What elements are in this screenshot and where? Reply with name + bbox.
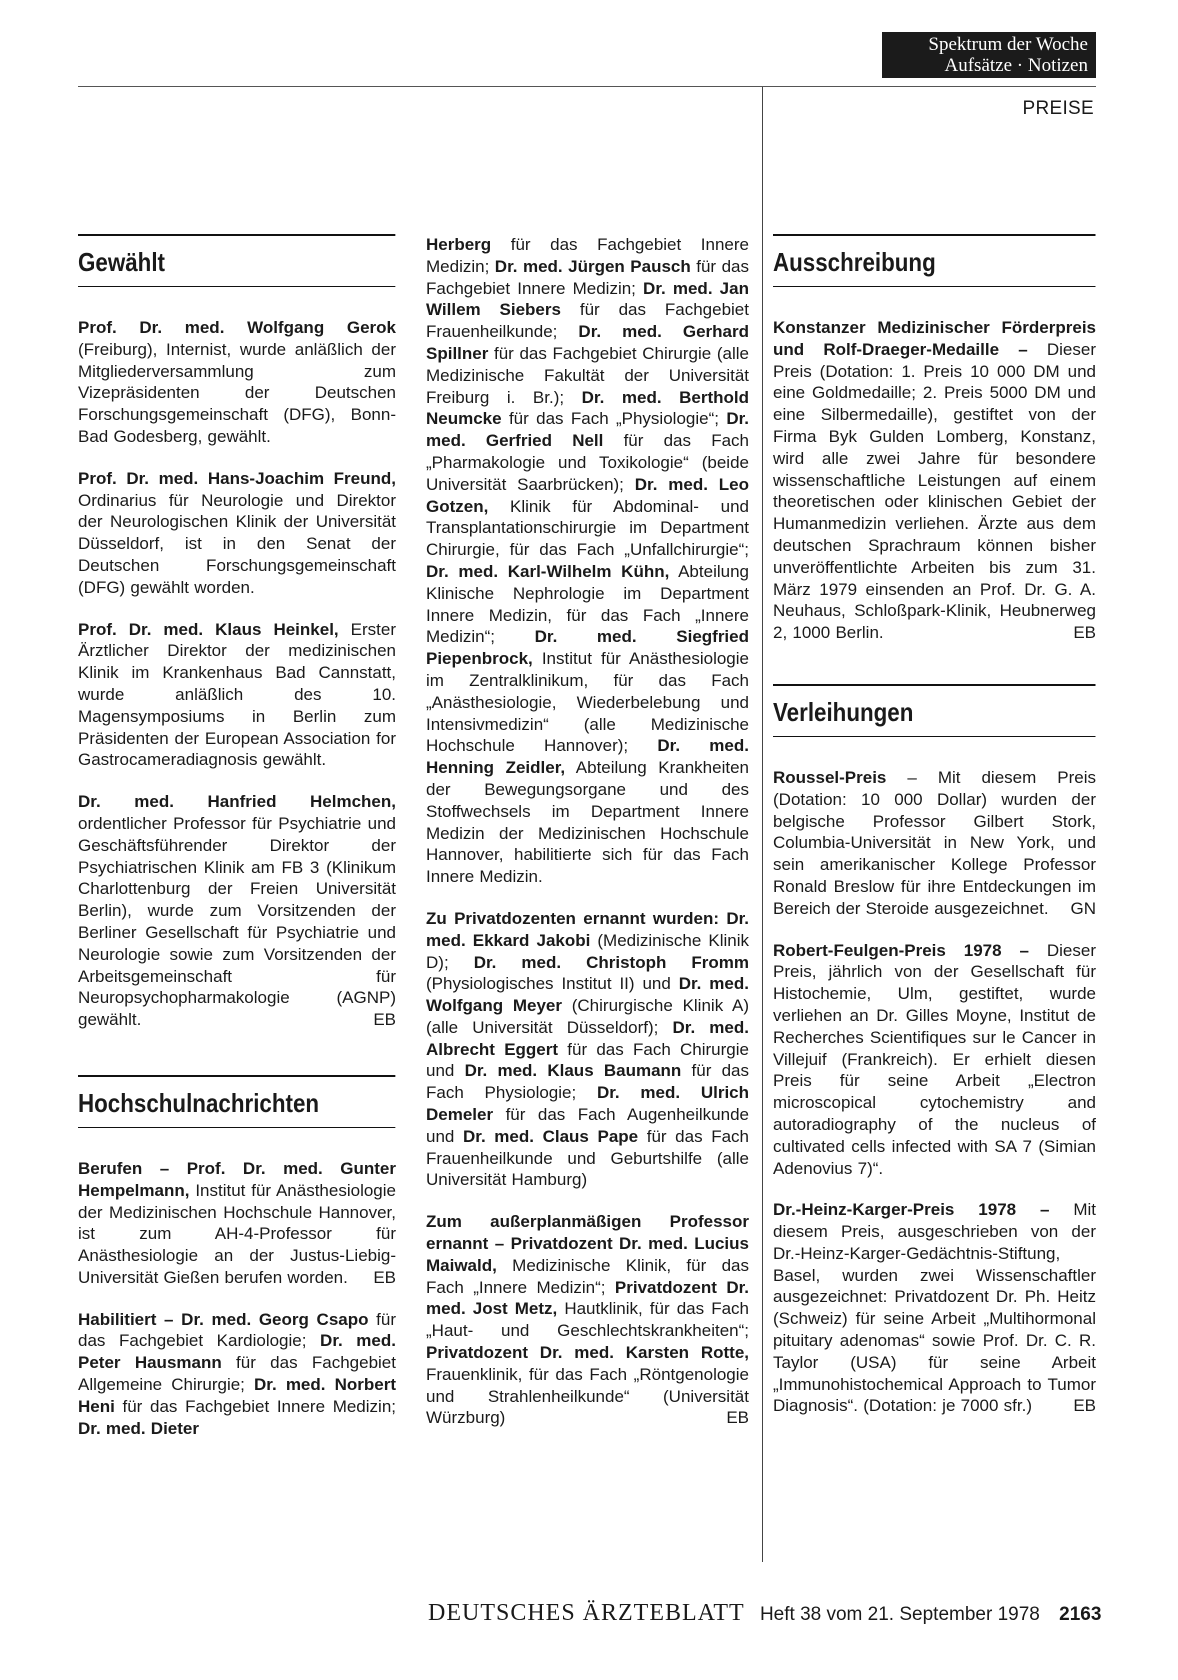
article-karger-preis: Dr.-Heinz-Karger-Preis 1978 – Mit diesem Preis, ausgeschrieben von der Dr.-Heinz-Karger-Gedächtnis-Stiftung, Basel, wurden zwei Wissenschaftler ausgezeichnet: Privatdozent Dr. Ph. Heitz (Schweiz) für seine Arbeit „Multihormonal pituitary adenomas“ sowie Prof. Dr. C. R. Taylor (USA) für seine Arbeit „Immunohistochemical Approach to Tumor Diagnosis“. (Dotation: je 7000 sfr.) EB bbox=[773, 1200, 1097, 1416]
article-feulgen-preis: Robert-Feulgen-Preis 1978 – Dieser Preis, jährlich von der Gesellschaft für Histochemie, Ulm, gestiftet, wurde verliehen an Dr. Gilles Moyne, Institut de Recherches Scientifiques sur le Cancer in Villejuif (Frankreich). Er erhielt diesen Preis für seine Arbeit „Electron microscopical cytochemistry and autoradiography of the nucleus of cultivated cells infected with SA 7 (Simian Adenovius 7)“. bbox=[773, 940, 1096, 1178]
author-signature: EB bbox=[726, 1408, 749, 1428]
column-3 bbox=[773, 234, 1096, 1437]
article-text: Klinik für Abdominal- und Transplantationschirurgie im Department Chirurgie, für das Fach „Unfallchirurgie“; bbox=[426, 496, 749, 560]
heading-ausschreibung: Ausschreibung bbox=[773, 234, 1095, 287]
person-name: Dr. med. Gerfried Nell bbox=[426, 409, 749, 451]
article-heinkel: Prof. Dr. med. Klaus Heinkel, Erster Ärztlicher Direktor der medizinischen Klinik im Krankenhaus Bad Cannstatt, wurde anläßlich des 10. Magensymposiums in Berlin zum Präsidenten der European Association for Gastrocameradiagnosis gewählt. bbox=[78, 619, 396, 770]
person-name: Dr. med. Jan Willem Siebers bbox=[426, 278, 749, 320]
section-label: PREISE bbox=[1022, 98, 1094, 119]
page-footer bbox=[428, 1600, 1102, 1627]
article-text: für das Fachgebiet Frauenheilkunde; bbox=[426, 300, 749, 342]
article-text: (Chirurgische Klinik A) (alle Universität Düsseldorf); bbox=[426, 996, 749, 1037]
column-1 bbox=[78, 234, 396, 1459]
issue-info: Heft 38 vom 21. September 1978 bbox=[759, 1604, 1040, 1625]
heading-gewaehlt: Gewählt bbox=[78, 234, 395, 287]
heading-hochschulnachrichten: Hochschulnachrichten bbox=[78, 1075, 395, 1128]
person-name: Dr. med. Gerhard Spillner bbox=[426, 322, 750, 363]
person-name: Dr. med. Christoph Fromm bbox=[473, 952, 749, 972]
article-apl-professor bbox=[426, 1211, 749, 1429]
article-text: für das Fach Chirurgie und bbox=[426, 1039, 749, 1081]
column-rule bbox=[762, 87, 763, 1562]
article-text: für das Fachgebiet Innere Medizin; bbox=[426, 256, 749, 298]
person-name: Dr. med. Jürgen Pausch bbox=[494, 256, 691, 276]
person-name: Dr. med. Klaus Baumann bbox=[464, 1061, 682, 1081]
article-helmchen: Dr. med. Hanfried Helmchen, ordentlicher Professor für Psychiatrie und Geschäftsführender Direktor der Psychiatrischen Klinik am FB 3 (Klinikum Charlottenburg der Freien Universität Berlin), wurde zum Vorsitzenden der Berliner Gesellschaft für Psychiatrie und Neurologie sowie zum Vorsitzenden der Arbeitsgemeinschaft für Neuropsychopharmakologie (AGNP) gewählt. EB bbox=[78, 792, 396, 1030]
article-text: für das Fach Frauenheilkunde und Geburtshilfe (alle Universität Hamburg) bbox=[426, 1126, 749, 1190]
magazine-title: DEUTSCHES ÄRZTEBLATT bbox=[428, 1600, 745, 1626]
article-text: Medizinische Klinik, für das Fach „Innere Medizin“; bbox=[426, 1255, 749, 1297]
person-name: Privatdozent Dr. med. Karsten Rotte, bbox=[426, 1343, 749, 1363]
article-text: für das Fach „Physiologie“; bbox=[501, 409, 727, 429]
author-signature: EB bbox=[373, 1267, 396, 1287]
article-text: für das Fach Physiologie; bbox=[426, 1061, 749, 1103]
article-text: (Physiologisches Institut II) und bbox=[426, 974, 679, 994]
author-signature: EB bbox=[1073, 623, 1096, 643]
section-badge bbox=[882, 32, 1096, 78]
article-text: Institut für Anästhesiologie im Zentralklinikum, für das Fach „Anästhesiologie, Wiederbelebung und Intensivmedizin“ (alle Medizinische Hochschule Hannover); bbox=[426, 649, 749, 756]
person-name: Dr. med. Karl-Wilhelm Kühn, bbox=[426, 561, 670, 581]
author-signature: GN bbox=[1070, 898, 1096, 918]
person-name: Dr. med. Albrecht Eggert bbox=[426, 1017, 749, 1059]
article-habilitiert-continued bbox=[426, 234, 749, 888]
article-text: für das Fachgebiet Chirurgie (alle Medizinische Fakultät der Universität Freiburg i. Br.); bbox=[426, 343, 749, 407]
person-name: Zu Privatdozenten ernannt wurden: Dr. med. Ekkard Jakobi bbox=[426, 908, 749, 950]
heading-verleihungen: Verleihungen bbox=[773, 684, 1095, 737]
person-name: Dr. med. Henning Zeidler, bbox=[426, 736, 749, 778]
article-freund: Prof. Dr. med. Hans-Joachim Freund, Ordinarius für Neurologie und Direktor der Neurologischen Klinik der Universität Düsseldorf, ist in den Senat der Deutschen Forschungsgemeinschaft (DFG) gewählt worden. bbox=[78, 468, 396, 597]
person-name: Dr. med. Leo Gotzen, bbox=[426, 474, 749, 516]
article-hempelmann: Berufen – Prof. Dr. med. Gunter Hempelmann, Institut für Anästhesiologie der Medizinischen Hochschule Hannover, ist zum AH-4-Professor für Anästhesiologie an der Justus-Liebig-Universität Gießen berufen worden. EB bbox=[78, 1158, 396, 1287]
person-name: Dr. med. Claus Pape bbox=[462, 1126, 639, 1146]
article-text: (Medizinische Klinik D); bbox=[426, 930, 749, 972]
top-rule bbox=[78, 86, 1096, 87]
person-name: Dr. med. Wolfgang Meyer bbox=[426, 974, 749, 1016]
person-name: Zum außerplanmäßigen Professor ernannt – Privatdozent Dr. med. Lucius Maiwald, bbox=[426, 1212, 749, 1275]
person-name: Dr. med. Berthold Neumcke bbox=[426, 387, 750, 429]
author-signature: EB bbox=[1073, 1396, 1096, 1416]
person-name: Herberg bbox=[426, 235, 492, 254]
article-text: Abteilung Krankheiten der Bewegungsorgane und des Stoffwechsels im Department Innere Medizin der Medizinischen Hochschule Hannover, habilitierte sich für das Fach Innere Medizin. bbox=[426, 758, 749, 887]
article-gerok: Prof. Dr. med. Wolfgang Gerok (Freiburg), Internist, wurde anläßlich der Mitgliederversammlung zum Vizepräsidenten der Deutschen Forschungsgemeinschaft (DFG), Bonn-Bad Godesberg, gewählt. bbox=[78, 318, 396, 446]
article-text: Abteilung Klinische Nephrologie im Department Innere Medizin, für das Fach „Innere Medizin“; bbox=[426, 561, 749, 647]
article-text: Frauenklinik, für das Fach „Röntgenologie und Strahlenheilkunde“ (Universität Würzburg) bbox=[426, 1364, 749, 1428]
article-roussel-preis: Roussel-Preis – Mit diesem Preis (Dotation: 10 000 Dollar) wurden der belgische Professor Gilbert Stork, Columbia-Universität in New York, und sein amerikanischer Kollege Professor Ronald Breslow für ihre Entdeckungen im Bereich der Steroide ausgezeichnet. GN bbox=[773, 767, 1096, 918]
article-text: für das Fach „Pharmakologie und Toxikologie“ (beide Universität Saarbrücken); bbox=[426, 431, 749, 494]
article-privatdozenten bbox=[426, 908, 749, 1191]
article-text: für das Fachgebiet Innere Medizin; bbox=[426, 235, 749, 276]
person-name: Dr. med. Siegfried Piepenbrock, bbox=[426, 627, 749, 669]
author-signature: EB bbox=[373, 1010, 396, 1030]
column-2 bbox=[426, 234, 749, 1449]
page-number: 2163 bbox=[1059, 1604, 1102, 1625]
article-habilitiert: Habilitiert – Dr. med. Georg Csapo für das Fachgebiet Kardiologie; Dr. med. Peter Hausmann für das Fachgebiet Allgemeine Chirurgie; Dr. med. Norbert Heni für das Fachgebiet Innere Medizin; Dr. med. Dieter bbox=[78, 1309, 397, 1438]
article-konstanzer-preis: Konstanzer Medizinischer Förderpreis und Rolf-Draeger-Medaille – Dieser Preis (Dotation: 1. Preis 10 000 DM und eine Goldmedaille; 2. Preis 5000 DM und eine Silbermedaille), gestiftet von der Firma Byk Gulden Lomberg, Konstanz, wird alle zwei Jahre für besondere wissenschaftliche Leistungen auf einem theoretischen oder klinischen Gebiet der Humanmedizin verliehen. Ärzte aus dem deutschen Sprachraum können bisher unveröffentlichte Arbeiten bis zum 31. März 1979 einsenden an Prof. Dr. G. A. Neuhaus, Schloßpark-Klinik, Heubnerweg 2, 1000 Berlin. EB bbox=[773, 318, 1096, 643]
article-text: Hautklinik, für das Fach „Haut- und Geschlechtskrankheiten“; bbox=[426, 1299, 749, 1341]
section-badge-line2: Aufsätze · Notizen bbox=[944, 55, 1088, 76]
person-name: Dr. med. Ulrich Demeler bbox=[426, 1083, 750, 1125]
person-name: Privatdozent Dr. med. Jost Metz, bbox=[426, 1277, 750, 1319]
section-badge-line1: Spektrum der Woche bbox=[928, 34, 1088, 55]
article-text: für das Fach Augenheilkunde und bbox=[426, 1105, 749, 1146]
